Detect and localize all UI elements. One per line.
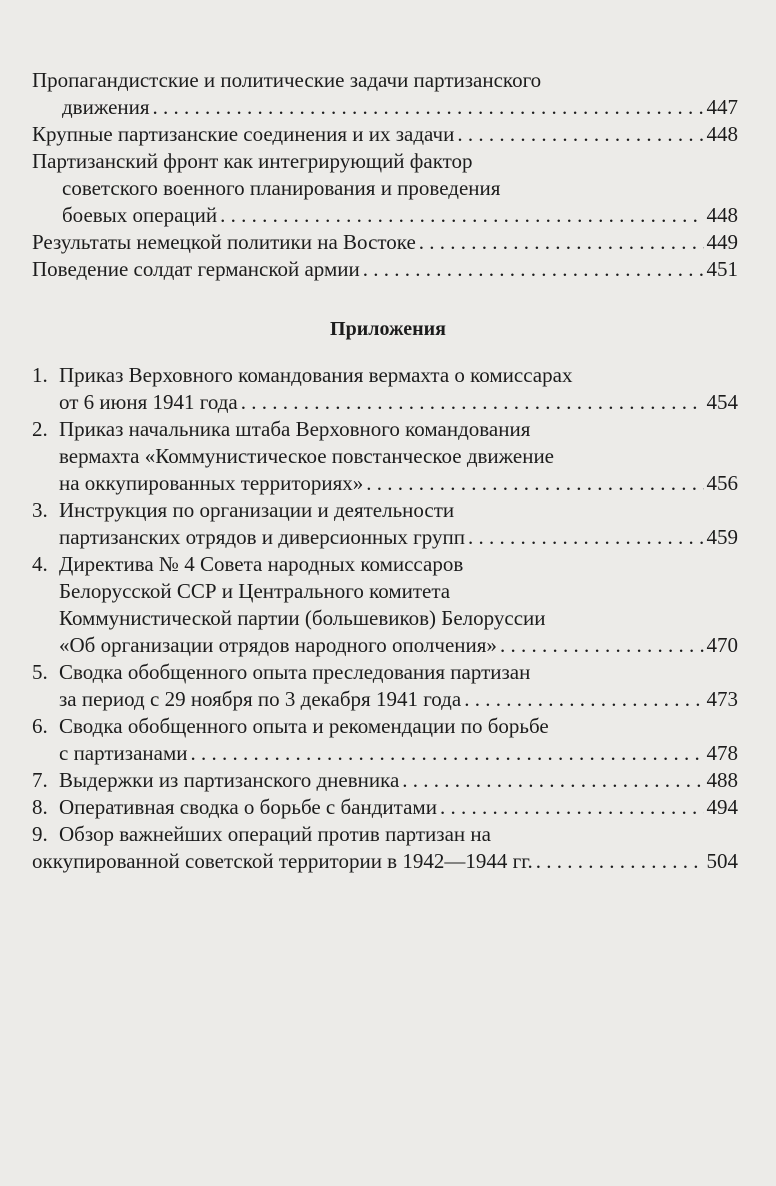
toc-entry-line: Результаты немецкой политики на Востоке: [32, 230, 416, 254]
page-number: 448: [706, 122, 738, 146]
entry-number: 7.: [32, 768, 48, 792]
section-title: Приложения: [330, 318, 446, 340]
page-number: 451: [706, 257, 738, 281]
page-number: 449: [706, 230, 738, 254]
leader-dots: [220, 202, 703, 229]
toc-entry-line: Оперативная сводка о борьбе с бандитами: [59, 795, 437, 819]
toc-entry-line: Крупные партизанские соединения и их задачи: [32, 122, 455, 146]
toc-entry-line: на оккупированных территориях»: [59, 471, 364, 495]
toc-entry: [32, 121, 738, 148]
toc-entry-line: Приказ начальника штаба Верховного командования: [59, 417, 531, 441]
toc-entry-line: Белорусской ССР и Центрального комитета: [59, 579, 451, 603]
page-number: 488: [706, 768, 738, 792]
appendix-entry: [32, 659, 738, 713]
toc-entry-line: с партизанами: [59, 741, 188, 765]
entry-number: 1.: [32, 363, 48, 387]
leader-dots: [457, 121, 703, 148]
page-number: 447: [706, 95, 738, 119]
toc-entry: [32, 229, 738, 256]
entry-number: 9.: [32, 822, 48, 846]
page-number: 456: [706, 471, 738, 495]
toc-entry-line: Выдержки из партизанского дневника: [59, 768, 400, 792]
toc-entry-line: Пропагандистские и политические задачи партизанского: [32, 68, 542, 92]
toc-entry-line: советского военного планирования и проведения: [62, 176, 501, 200]
appendix-entry: [32, 821, 738, 875]
appendix-list: [32, 362, 738, 875]
leader-dots: [440, 794, 704, 821]
page-number: 473: [706, 687, 738, 711]
leader-dots: [536, 848, 704, 875]
leader-dots: [190, 740, 703, 767]
appendix-entry: [32, 713, 738, 767]
leader-dots: [153, 94, 704, 121]
toc-entry-line: Приказ Верховного командования вермахта о комиссарах: [59, 363, 573, 387]
leader-dots: [500, 632, 704, 659]
toc-entry-line: Поведение солдат германской армии: [32, 257, 360, 281]
toc-entry-line: «Об организации отрядов народного ополчения»: [59, 633, 497, 657]
appendix-entry: [32, 497, 738, 551]
toc-entry-line: Инструкция по организации и деятельности: [59, 498, 455, 522]
toc-entry-line: Директива № 4 Совета народных комиссаров: [59, 552, 464, 576]
toc-entry-line: Обзор важнейших операций против партизан на: [59, 822, 491, 846]
toc-entry-line: боевых операций: [62, 203, 218, 227]
toc-entry-line: Сводка обобщенного опыта и рекомендации по борьбе: [59, 714, 549, 738]
toc-entry-line: вермахта «Коммунистическое повстанческое движение: [59, 444, 555, 468]
toc-main-list: [32, 67, 738, 283]
appendix-entry: [32, 551, 738, 659]
leader-dots: [366, 470, 703, 497]
toc-entry-line: Сводка обобщенного опыта преследования партизан: [59, 660, 531, 684]
leader-dots: [468, 524, 704, 551]
page-number: 504: [706, 849, 738, 873]
entry-number: 3.: [32, 498, 48, 522]
entry-number: 6.: [32, 714, 48, 738]
page-number: 494: [706, 795, 738, 819]
appendix-entry: [32, 416, 738, 497]
entry-number: 2.: [32, 417, 48, 441]
page-number: 448: [706, 203, 738, 227]
page-number: 454: [706, 390, 738, 414]
toc-entry-line: от 6 июня 1941 года: [59, 390, 238, 414]
toc-entry: [32, 67, 738, 121]
toc-entry-line: Коммунистической партии (большевиков) Белоруссии: [59, 606, 546, 630]
leader-dots: [241, 389, 704, 416]
toc-entry: [32, 256, 738, 283]
entry-number: 8.: [32, 795, 48, 819]
page-number: 478: [706, 741, 738, 765]
appendix-entry: [32, 794, 738, 821]
entry-number: 5.: [32, 660, 48, 684]
toc-entry-line: Партизанский фронт как интегрирующий фактор: [32, 149, 473, 173]
page-number: 459: [706, 525, 738, 549]
toc-entry-line: движения: [62, 95, 150, 119]
toc-entry-line: партизанских отрядов и диверсионных групп: [59, 525, 465, 549]
toc-entry-line: за период с 29 ноября по 3 декабря 1941 года: [59, 687, 462, 711]
appendix-entry: [32, 767, 738, 794]
leader-dots: [464, 686, 703, 713]
toc-entry-line: оккупированной советской территории в 1942—1944 гг.: [32, 849, 533, 873]
toc-entry: [32, 148, 738, 229]
appendix-entry: [32, 362, 738, 416]
leader-dots: [363, 256, 704, 283]
page-number: 470: [706, 633, 738, 657]
leader-dots: [419, 229, 704, 256]
entry-number: 4.: [32, 552, 48, 576]
leader-dots: [402, 767, 703, 794]
